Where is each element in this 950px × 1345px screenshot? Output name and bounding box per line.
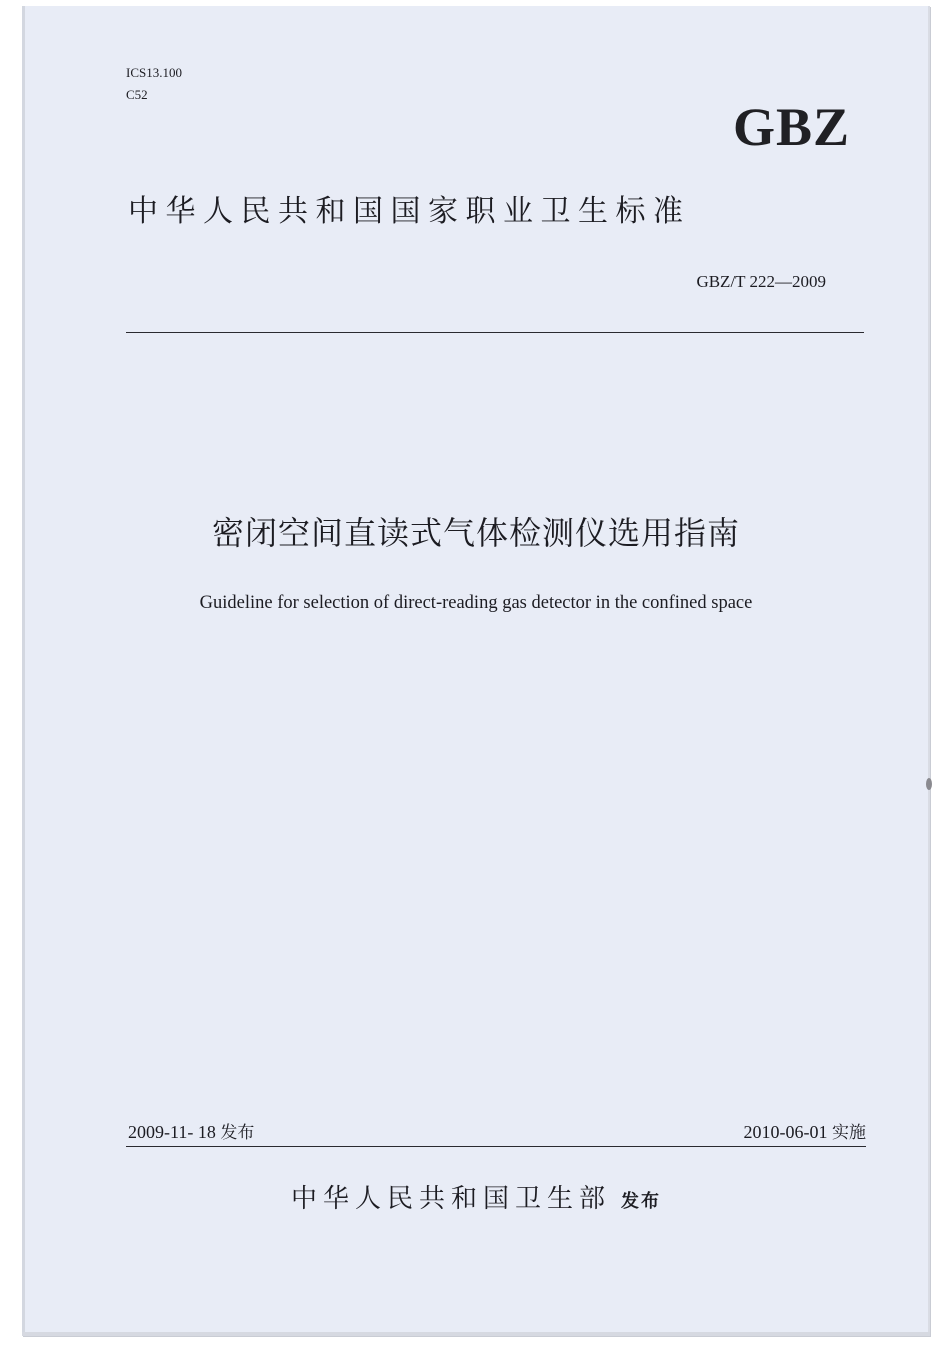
binding-hole-mark (926, 778, 932, 790)
top-divider (126, 332, 864, 333)
issue-date: 2009-11- 18 (128, 1122, 216, 1142)
ccs-code: C52 (126, 87, 148, 102)
publisher-line (22, 1178, 930, 1215)
implementation-label: 实施 (832, 1123, 866, 1143)
implementation-date: 2010-06-01 (743, 1122, 828, 1142)
publisher-name: 中华人民共和国卫生部 (290, 1184, 611, 1213)
implementation-date-block (744, 1118, 867, 1143)
title-chinese: 密闭空间直读式气体检测仪选用指南 (211, 514, 740, 552)
page-bottom-edge (22, 1332, 930, 1336)
standard-number: GBZ/T 222—2009 (696, 272, 826, 291)
page-left-edge (22, 6, 25, 1336)
ics-code: ICS13.100 (126, 65, 182, 80)
publisher-action: 发布 (621, 1191, 661, 1212)
page-right-edge (928, 6, 930, 1336)
title-english: Guideline for selection of direct-reading gas detector in the confined space (199, 593, 753, 613)
document-cover-page (22, 6, 930, 1336)
classification-codes (126, 62, 182, 106)
bottom-divider (126, 1146, 866, 1147)
issue-label: 发布 (220, 1123, 255, 1143)
standard-name: 中华人民共和国国家职业卫生标准 (128, 195, 691, 228)
date-row (128, 1118, 866, 1146)
standard-mark: GBZ (732, 97, 850, 157)
issue-date-block (128, 1118, 254, 1143)
